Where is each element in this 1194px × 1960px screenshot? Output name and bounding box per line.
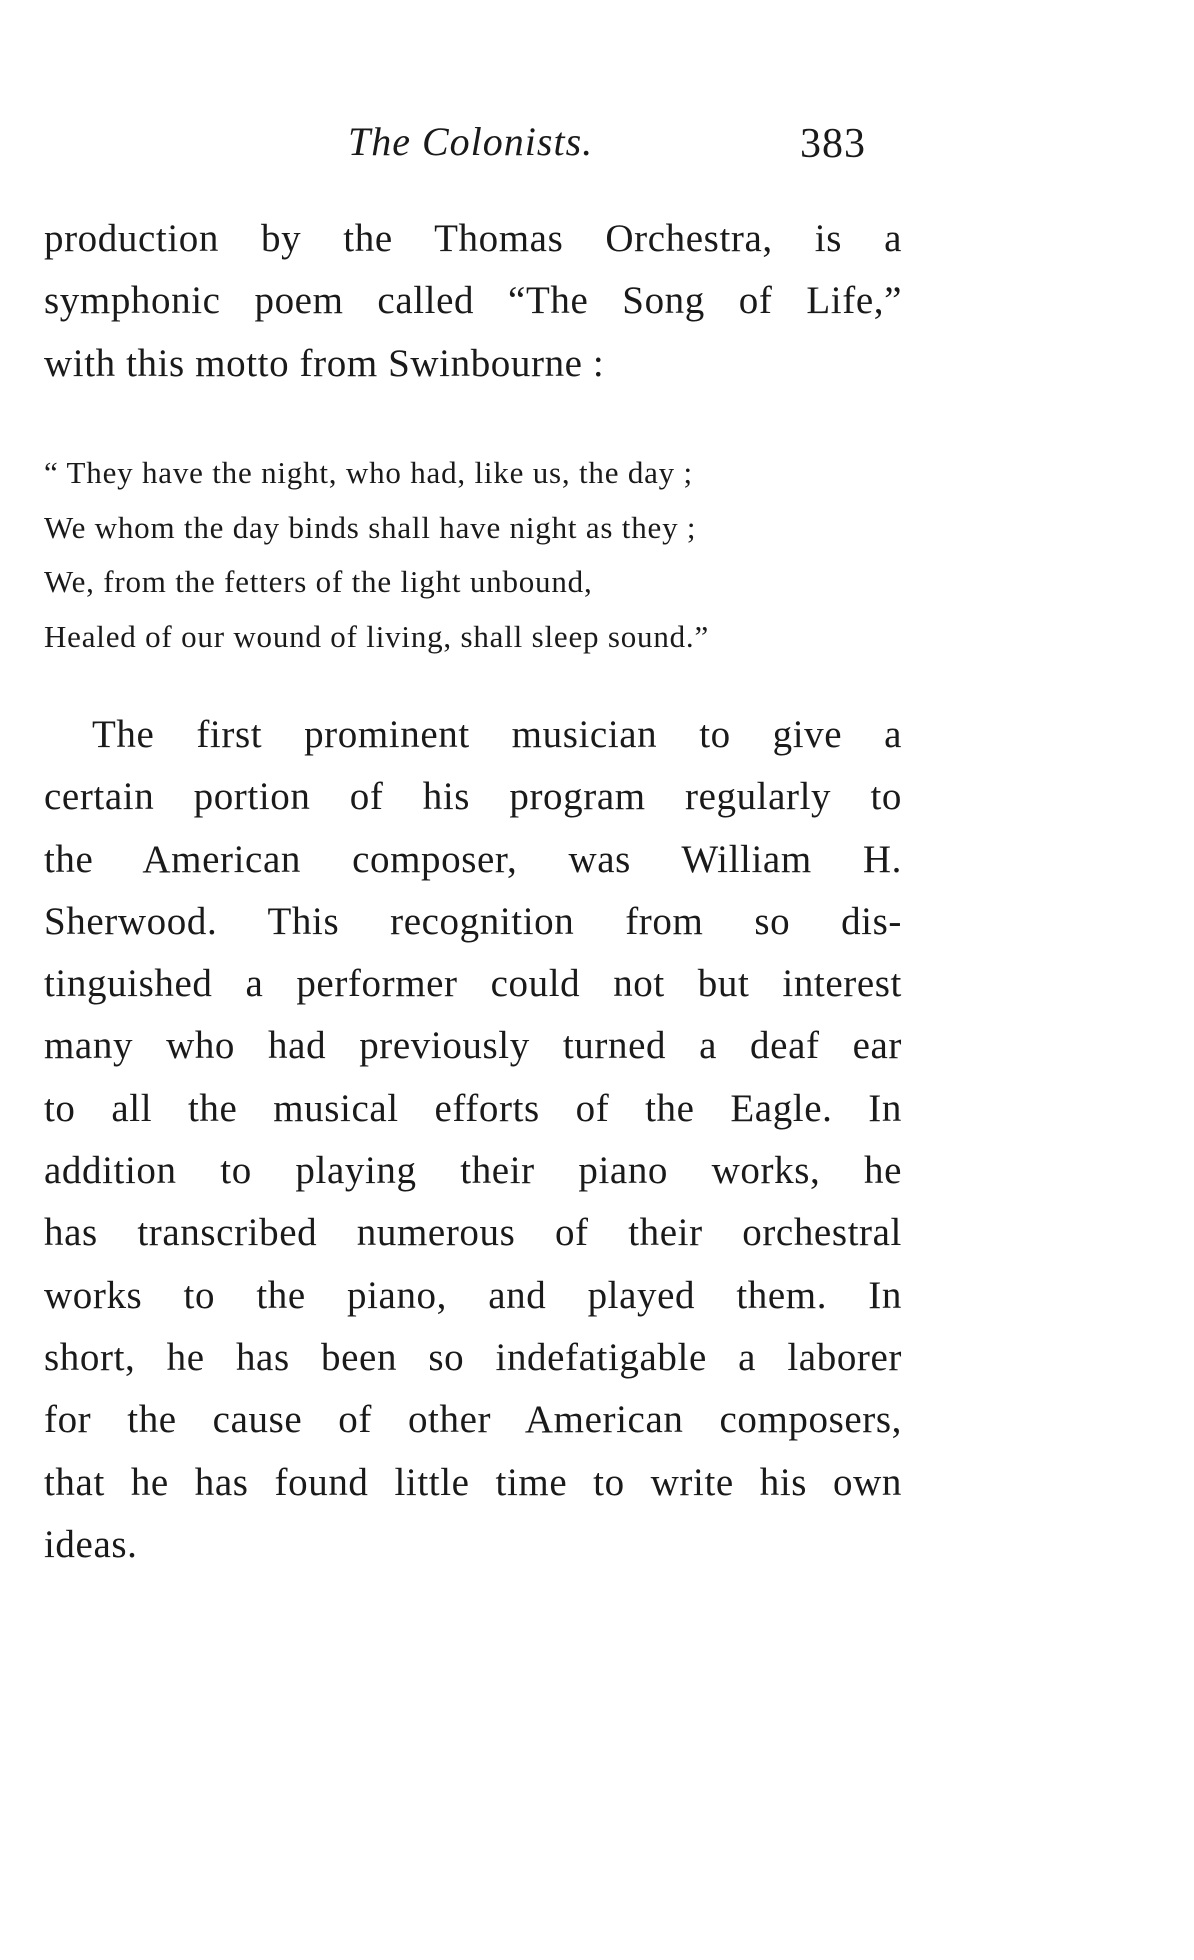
text-line: the American composer, was William H. [44,837,902,881]
text-line: has transcribed numerous of their orchestral [44,1211,902,1255]
poem-line: We, from the fetters of the light unbound, [44,564,593,599]
text-line: Sherwood. This recognition from so dis- [44,899,902,943]
poem-line: Healed of our wound of living, shall sleep sound.” [44,618,710,654]
running-title: The Colonists. [348,119,594,164]
text-line: to all the musical efforts of the Eagle. In [44,1086,902,1130]
poem-line: We whom the day binds shall have night as they ; [44,509,697,545]
text-line: many who had previously turned a deaf ear [44,1024,902,1068]
text-line: with this motto from Swinbourne : [44,341,605,385]
page-header [0,118,1194,178]
poem-line: “ They have the night, who had, like us, the day ; [44,455,693,490]
text-line: short, he has been so indefatigable a laborer [44,1335,902,1379]
text-line: tinguished a performer could not but interest [44,962,902,1006]
poem-quotation [44,446,864,664]
text-line: addition to playing their piano works, he [44,1149,902,1193]
text-line: symphonic poem called “The Song of Life,” [44,279,902,323]
intro-paragraph [44,208,902,395]
page-number: 383 [800,121,866,167]
text-line: for the cause of other American composers, [44,1398,902,1442]
text-line: certain portion of his program regularly to [44,775,902,819]
body-paragraph [44,704,902,1576]
text-line: ideas. [44,1522,138,1566]
text-line: The first prominent musician to give a [92,713,902,756]
text-line: production by the Thomas Orchestra, is a [44,217,902,260]
text-line: works to the piano, and played them. In [44,1273,902,1317]
text-line: that he has found little time to write his own [44,1460,902,1504]
